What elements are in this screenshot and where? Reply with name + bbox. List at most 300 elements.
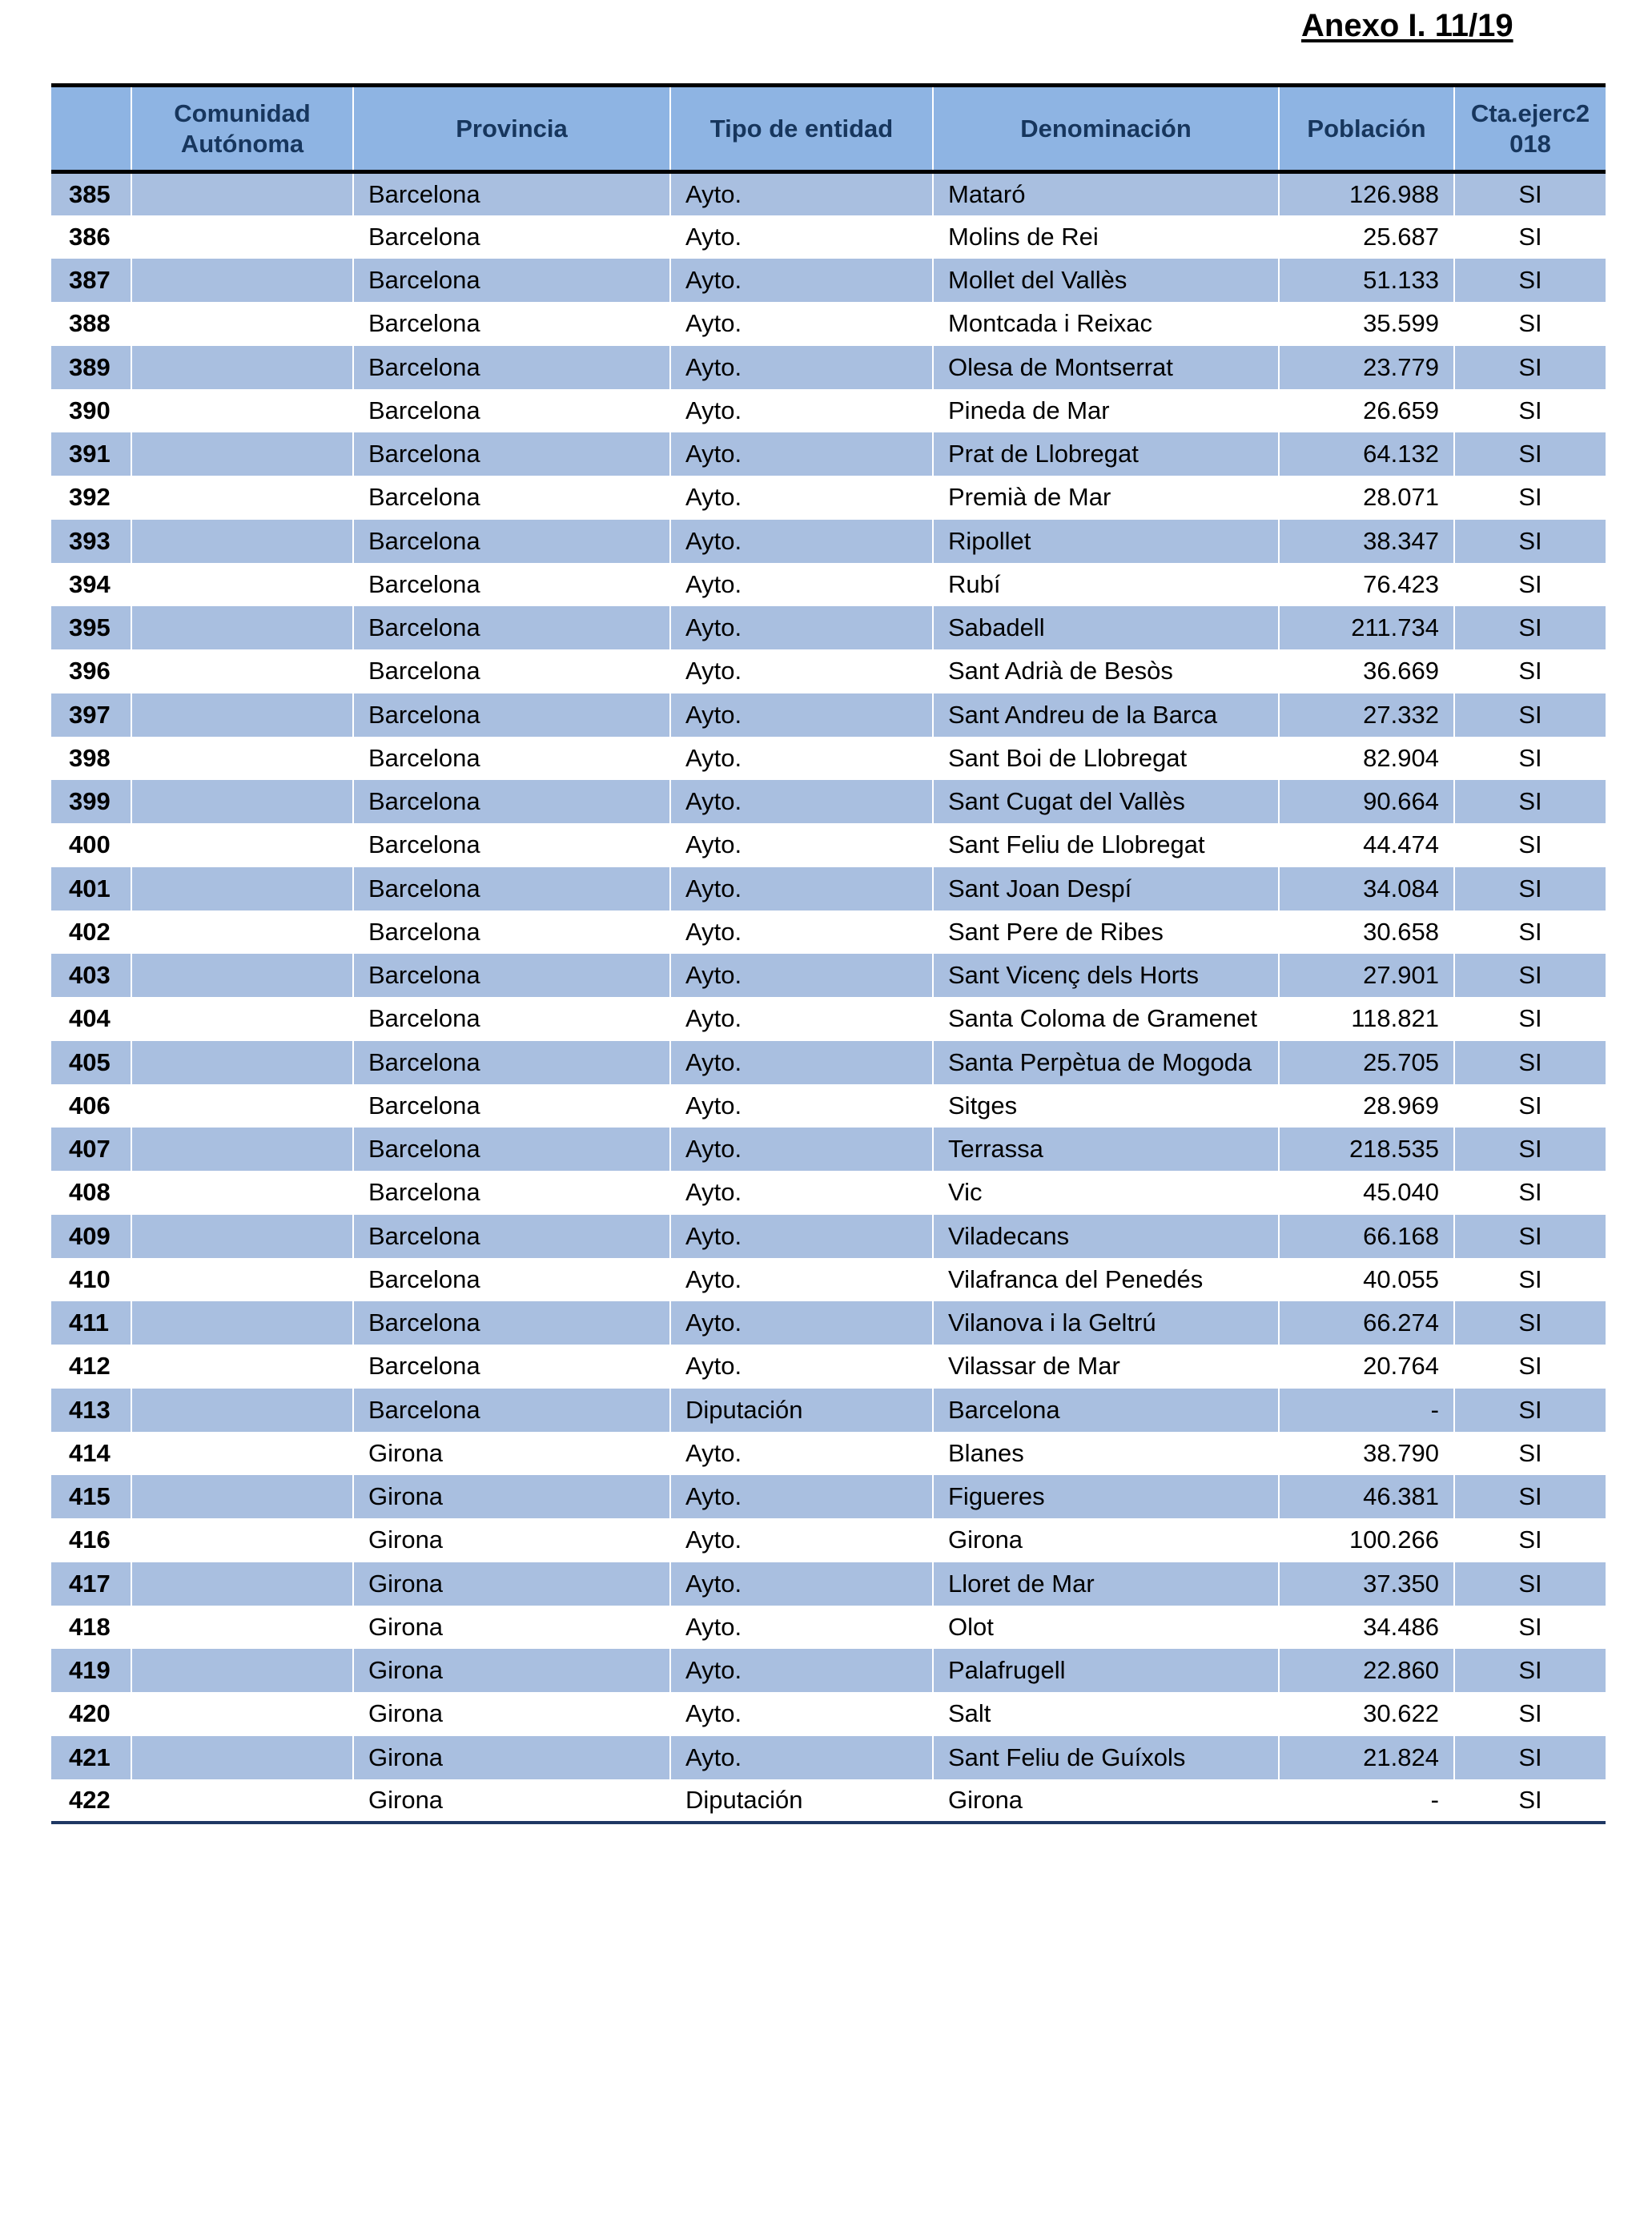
col-header-num — [51, 86, 131, 172]
table-row — [51, 1128, 1606, 1171]
table-row — [51, 172, 1606, 215]
cell-poblacion: - — [1279, 1389, 1454, 1432]
table-row — [51, 389, 1606, 432]
cell-provincia: Barcelona — [353, 215, 670, 259]
cell-comunidad — [131, 1562, 353, 1606]
cell-denominacion: Sant Boi de Llobregat — [933, 737, 1279, 780]
cell-cta-ejercicio: SI — [1454, 1649, 1606, 1692]
cell-poblacion: 21.824 — [1279, 1736, 1454, 1779]
cell-cta-ejercicio: SI — [1454, 1084, 1606, 1128]
cell-denominacion: Olot — [933, 1606, 1279, 1649]
row-number: 393 — [69, 526, 111, 555]
cell-poblacion: 23.779 — [1279, 346, 1454, 389]
cell-provincia: Barcelona — [353, 780, 670, 823]
cell-comunidad — [131, 476, 353, 519]
cell-comunidad — [131, 1606, 353, 1649]
table-row — [51, 649, 1606, 693]
table-row — [51, 867, 1606, 911]
cell-tipo-entidad: Ayto. — [670, 432, 933, 476]
cell-poblacion: 38.347 — [1279, 520, 1454, 563]
cell-cta-ejercicio: SI — [1454, 867, 1606, 911]
cell-tipo-entidad: Ayto. — [670, 649, 933, 693]
cell-comunidad — [131, 649, 353, 693]
cell-provincia: Barcelona — [353, 1128, 670, 1171]
cell-cta-ejercicio: SI — [1454, 172, 1606, 215]
cell-cta-ejercicio: SI — [1454, 1692, 1606, 1735]
cell-denominacion: Santa Perpètua de Mogoda — [933, 1041, 1279, 1084]
cell-provincia: Girona — [353, 1562, 670, 1606]
cell-poblacion: 25.705 — [1279, 1041, 1454, 1084]
cell-poblacion: 45.040 — [1279, 1171, 1454, 1214]
table-row — [51, 997, 1606, 1040]
table-row — [51, 1649, 1606, 1692]
cell-provincia: Barcelona — [353, 737, 670, 780]
table-row — [51, 1736, 1606, 1779]
cell-comunidad — [131, 867, 353, 911]
row-number: 421 — [69, 1743, 111, 1771]
cell-provincia: Barcelona — [353, 563, 670, 606]
cell-denominacion: Girona — [933, 1518, 1279, 1562]
cell-tipo-entidad: Ayto. — [670, 520, 933, 563]
table-row — [51, 215, 1606, 259]
cell-cta-ejercicio: SI — [1454, 737, 1606, 780]
row-number: 422 — [51, 1779, 131, 1823]
cell-denominacion: Vic — [933, 1171, 1279, 1214]
row-number: 404 — [69, 1004, 111, 1033]
cell-tipo-entidad: Ayto. — [670, 389, 933, 432]
cell-poblacion: 27.901 — [1279, 954, 1454, 997]
cell-denominacion: Blanes — [933, 1432, 1279, 1475]
cell-denominacion: Sant Cugat del Vallès — [933, 780, 1279, 823]
table-body — [51, 172, 1606, 1823]
cell-denominacion: Palafrugell — [933, 1649, 1279, 1692]
row-number: 395 — [69, 613, 111, 642]
table-row — [51, 1606, 1606, 1649]
cell-denominacion: Sant Vicenç dels Horts — [933, 954, 1279, 997]
cell-tipo-entidad: Ayto. — [670, 1475, 933, 1518]
cell-tipo-entidad: Ayto. — [670, 997, 933, 1040]
header-row — [51, 86, 1606, 172]
col-header-denominacion: Denominación — [933, 86, 1279, 172]
cell-tipo-entidad: Ayto. — [670, 911, 933, 954]
cell-provincia: Barcelona — [353, 172, 670, 215]
cell-provincia: Girona — [353, 1779, 670, 1823]
cell-cta-ejercicio: SI — [1454, 346, 1606, 389]
cell-comunidad — [131, 823, 353, 866]
cell-comunidad — [131, 1518, 353, 1562]
row-number: 401 — [69, 874, 111, 902]
cell-tipo-entidad: Ayto. — [670, 606, 933, 649]
cell-poblacion: 25.687 — [1279, 215, 1454, 259]
cell-poblacion: 126.988 — [1279, 172, 1454, 215]
row-number: 397 — [69, 700, 111, 729]
cell-tipo-entidad: Ayto. — [670, 259, 933, 302]
row-number: 386 — [69, 222, 111, 251]
cell-comunidad — [131, 606, 353, 649]
cell-comunidad — [131, 737, 353, 780]
cell-cta-ejercicio: SI — [1454, 1041, 1606, 1084]
cell-provincia: Barcelona — [353, 649, 670, 693]
cell-poblacion: 40.055 — [1279, 1258, 1454, 1301]
cell-cta-ejercicio: SI — [1454, 780, 1606, 823]
cell-cta-ejercicio: SI — [1454, 1518, 1606, 1562]
table-row — [51, 1432, 1606, 1475]
cell-comunidad — [131, 432, 353, 476]
cell-tipo-entidad: Ayto. — [670, 563, 933, 606]
cell-comunidad — [131, 259, 353, 302]
cell-comunidad — [131, 215, 353, 259]
row-number: 412 — [69, 1352, 111, 1381]
row-number: 390 — [69, 396, 111, 424]
cell-denominacion: Lloret de Mar — [933, 1562, 1279, 1606]
cell-cta-ejercicio: SI — [1454, 432, 1606, 476]
col-header-cta: Cta.ejerc2 018 — [1454, 86, 1606, 172]
cell-denominacion: Sant Joan Despí — [933, 867, 1279, 911]
cell-provincia: Girona — [353, 1692, 670, 1735]
col-header-poblacion: Población — [1279, 86, 1454, 172]
table-row — [51, 1518, 1606, 1562]
cell-provincia: Barcelona — [353, 823, 670, 866]
cell-cta-ejercicio: SI — [1454, 1562, 1606, 1606]
row-number: 417 — [69, 1569, 111, 1598]
cell-poblacion: 51.133 — [1279, 259, 1454, 302]
cell-denominacion: Terrassa — [933, 1128, 1279, 1171]
cell-tipo-entidad: Ayto. — [670, 1171, 933, 1214]
table-row — [51, 1779, 1606, 1823]
cell-cta-ejercicio: SI — [1454, 1258, 1606, 1301]
row-number: 387 — [69, 266, 111, 295]
cell-denominacion: Barcelona — [933, 1389, 1279, 1432]
entities-table — [51, 83, 1606, 1824]
cell-cta-ejercicio: SI — [1454, 215, 1606, 259]
cell-tipo-entidad: Ayto. — [670, 1692, 933, 1735]
cell-tipo-entidad: Ayto. — [670, 1649, 933, 1692]
col-header-provincia: Provincia — [353, 86, 670, 172]
row-number: 413 — [69, 1395, 111, 1424]
cell-cta-ejercicio: SI — [1454, 1128, 1606, 1171]
cell-denominacion: Santa Coloma de Gramenet — [933, 997, 1279, 1040]
cell-tipo-entidad: Ayto. — [670, 1606, 933, 1649]
row-number: 394 — [69, 569, 111, 598]
cell-cta-ejercicio: SI — [1454, 1432, 1606, 1475]
cell-poblacion: 28.969 — [1279, 1084, 1454, 1128]
table-row — [51, 1215, 1606, 1258]
cell-poblacion: - — [1279, 1779, 1454, 1823]
cell-comunidad — [131, 1128, 353, 1171]
cell-comunidad — [131, 172, 353, 215]
table-row — [51, 1258, 1606, 1301]
cell-cta-ejercicio: SI — [1454, 259, 1606, 302]
cell-comunidad — [131, 997, 353, 1040]
cell-tipo-entidad: Ayto. — [670, 1518, 933, 1562]
cell-denominacion: Molins de Rei — [933, 215, 1279, 259]
cell-provincia: Barcelona — [353, 1084, 670, 1128]
cell-denominacion: Mollet del Vallès — [933, 259, 1279, 302]
cell-comunidad — [131, 1736, 353, 1779]
cell-tipo-entidad: Ayto. — [670, 737, 933, 780]
cell-tipo-entidad: Ayto. — [670, 1084, 933, 1128]
table-row — [51, 954, 1606, 997]
cell-comunidad — [131, 1475, 353, 1518]
cell-denominacion: Vilassar de Mar — [933, 1345, 1279, 1388]
cell-cta-ejercicio: SI — [1454, 823, 1606, 866]
cell-provincia: Barcelona — [353, 693, 670, 737]
cell-poblacion: 82.904 — [1279, 737, 1454, 780]
cell-comunidad — [131, 520, 353, 563]
cell-tipo-entidad: Ayto. — [670, 476, 933, 519]
annex-page-label: Anexo I. 11/19 — [1301, 8, 1513, 43]
cell-comunidad — [131, 302, 353, 345]
cell-poblacion: 66.274 — [1279, 1301, 1454, 1345]
row-number: 419 — [69, 1656, 111, 1685]
cell-cta-ejercicio: SI — [1454, 520, 1606, 563]
cell-denominacion: Olesa de Montserrat — [933, 346, 1279, 389]
cell-poblacion: 76.423 — [1279, 563, 1454, 606]
cell-comunidad — [131, 693, 353, 737]
cell-denominacion: Sabadell — [933, 606, 1279, 649]
table-row — [51, 1301, 1606, 1345]
table-row — [51, 1389, 1606, 1432]
cell-provincia: Barcelona — [353, 389, 670, 432]
cell-tipo-entidad: Diputación — [670, 1779, 933, 1823]
cell-comunidad — [131, 1258, 353, 1301]
cell-provincia: Barcelona — [353, 911, 670, 954]
cell-denominacion: Prat de Llobregat — [933, 432, 1279, 476]
table-row — [51, 693, 1606, 737]
cell-poblacion: 26.659 — [1279, 389, 1454, 432]
table-row — [51, 606, 1606, 649]
cell-poblacion: 218.535 — [1279, 1128, 1454, 1171]
cell-provincia: Barcelona — [353, 1258, 670, 1301]
table-row — [51, 737, 1606, 780]
row-number: 392 — [69, 483, 111, 512]
cell-comunidad — [131, 346, 353, 389]
cell-comunidad — [131, 1692, 353, 1735]
cell-poblacion: 30.622 — [1279, 1692, 1454, 1735]
cell-cta-ejercicio: SI — [1454, 606, 1606, 649]
cell-poblacion: 211.734 — [1279, 606, 1454, 649]
cell-cta-ejercicio: SI — [1454, 1475, 1606, 1518]
cell-denominacion: Viladecans — [933, 1215, 1279, 1258]
col-header-tipo: Tipo de entidad — [670, 86, 933, 172]
cell-provincia: Girona — [353, 1432, 670, 1475]
cell-comunidad — [131, 1649, 353, 1692]
row-number: 402 — [69, 917, 111, 946]
cell-poblacion: 38.790 — [1279, 1432, 1454, 1475]
cell-tipo-entidad: Ayto. — [670, 780, 933, 823]
table-row — [51, 432, 1606, 476]
cell-tipo-entidad: Ayto. — [670, 954, 933, 997]
cell-poblacion: 36.669 — [1279, 649, 1454, 693]
table-row — [51, 302, 1606, 345]
cell-poblacion: 64.132 — [1279, 432, 1454, 476]
table-row — [51, 563, 1606, 606]
cell-denominacion: Sant Feliu de Guíxols — [933, 1736, 1279, 1779]
cell-comunidad — [131, 911, 353, 954]
cell-poblacion: 100.266 — [1279, 1518, 1454, 1562]
cell-denominacion: Ripollet — [933, 520, 1279, 563]
cell-provincia: Barcelona — [353, 1215, 670, 1258]
cell-poblacion: 34.084 — [1279, 867, 1454, 911]
cell-cta-ejercicio: SI — [1454, 1736, 1606, 1779]
cell-comunidad — [131, 1084, 353, 1128]
cell-comunidad — [131, 1389, 353, 1432]
cell-tipo-entidad: Ayto. — [670, 1562, 933, 1606]
cell-comunidad — [131, 1432, 353, 1475]
cell-cta-ejercicio: SI — [1454, 954, 1606, 997]
cell-comunidad — [131, 563, 353, 606]
cell-denominacion: Premià de Mar — [933, 476, 1279, 519]
row-number: 388 — [69, 309, 111, 338]
cell-cta-ejercicio: SI — [1454, 1171, 1606, 1214]
cell-poblacion: 22.860 — [1279, 1649, 1454, 1692]
table-row — [51, 476, 1606, 519]
row-number: 406 — [69, 1091, 111, 1120]
cell-cta-ejercicio: SI — [1454, 1301, 1606, 1345]
cell-cta-ejercicio: SI — [1454, 563, 1606, 606]
cell-comunidad — [131, 1215, 353, 1258]
cell-poblacion: 27.332 — [1279, 693, 1454, 737]
cell-denominacion: Salt — [933, 1692, 1279, 1735]
cell-cta-ejercicio: SI — [1454, 1345, 1606, 1388]
table-row — [51, 1345, 1606, 1388]
row-number: 418 — [69, 1612, 111, 1641]
cell-provincia: Barcelona — [353, 432, 670, 476]
cell-cta-ejercicio: SI — [1454, 302, 1606, 345]
cell-tipo-entidad: Ayto. — [670, 1736, 933, 1779]
cell-tipo-entidad: Ayto. — [670, 1345, 933, 1388]
cell-denominacion: Sant Adrià de Besòs — [933, 649, 1279, 693]
cell-tipo-entidad: Ayto. — [670, 1041, 933, 1084]
cell-provincia: Barcelona — [353, 606, 670, 649]
cell-provincia: Girona — [353, 1606, 670, 1649]
cell-denominacion: Vilafranca del Penedés — [933, 1258, 1279, 1301]
cell-provincia: Barcelona — [353, 1345, 670, 1388]
row-number: 405 — [69, 1047, 111, 1076]
cell-denominacion: Mataró — [933, 172, 1279, 215]
cell-poblacion: 20.764 — [1279, 1345, 1454, 1388]
cell-cta-ejercicio: SI — [1454, 649, 1606, 693]
cell-denominacion: Sitges — [933, 1084, 1279, 1128]
cell-provincia: Girona — [353, 1736, 670, 1779]
cell-denominacion: Girona — [933, 1779, 1279, 1823]
cell-tipo-entidad: Ayto. — [670, 1301, 933, 1345]
row-number: 391 — [69, 440, 111, 468]
cell-provincia: Barcelona — [353, 997, 670, 1040]
cell-poblacion: 34.486 — [1279, 1606, 1454, 1649]
table-row — [51, 1562, 1606, 1606]
cell-provincia: Girona — [353, 1518, 670, 1562]
cell-comunidad — [131, 389, 353, 432]
row-number: 389 — [69, 352, 111, 381]
row-number: 398 — [69, 743, 111, 772]
cell-tipo-entidad: Ayto. — [670, 1128, 933, 1171]
cell-comunidad — [131, 1345, 353, 1388]
cell-cta-ejercicio: SI — [1454, 1779, 1606, 1823]
cell-comunidad — [131, 1171, 353, 1214]
cell-denominacion: Vilanova i la Geltrú — [933, 1301, 1279, 1345]
table-row — [51, 1041, 1606, 1084]
row-number: 410 — [69, 1264, 111, 1293]
cell-provincia: Barcelona — [353, 1389, 670, 1432]
row-number: 411 — [69, 1308, 110, 1337]
table-row — [51, 1692, 1606, 1735]
row-number: 407 — [69, 1135, 111, 1164]
cell-tipo-entidad: Ayto. — [670, 867, 933, 911]
cell-provincia: Barcelona — [353, 520, 670, 563]
cell-poblacion: 35.599 — [1279, 302, 1454, 345]
cell-poblacion: 44.474 — [1279, 823, 1454, 866]
cell-tipo-entidad: Ayto. — [670, 172, 933, 215]
cell-comunidad — [131, 780, 353, 823]
cell-cta-ejercicio: SI — [1454, 1389, 1606, 1432]
row-number: 409 — [69, 1221, 111, 1250]
cell-cta-ejercicio: SI — [1454, 693, 1606, 737]
cell-provincia: Barcelona — [353, 346, 670, 389]
table-row — [51, 823, 1606, 866]
table-row — [51, 1475, 1606, 1518]
row-number: 396 — [69, 657, 111, 685]
cell-poblacion: 37.350 — [1279, 1562, 1454, 1606]
cell-tipo-entidad: Diputación — [670, 1389, 933, 1432]
cell-poblacion: 66.168 — [1279, 1215, 1454, 1258]
cell-denominacion: Sant Pere de Ribes — [933, 911, 1279, 954]
cell-provincia: Girona — [353, 1475, 670, 1518]
cell-denominacion: Figueres — [933, 1475, 1279, 1518]
cell-cta-ejercicio: SI — [1454, 1215, 1606, 1258]
cell-cta-ejercicio: SI — [1454, 476, 1606, 519]
cell-provincia: Barcelona — [353, 1301, 670, 1345]
row-number: 385 — [69, 179, 111, 208]
cell-tipo-entidad: Ayto. — [670, 823, 933, 866]
row-number: 420 — [69, 1699, 111, 1728]
table-row — [51, 911, 1606, 954]
cell-provincia: Barcelona — [353, 259, 670, 302]
cell-tipo-entidad: Ayto. — [670, 693, 933, 737]
cell-tipo-entidad: Ayto. — [670, 1215, 933, 1258]
table-row — [51, 1171, 1606, 1214]
cell-provincia: Barcelona — [353, 476, 670, 519]
cell-poblacion: 90.664 — [1279, 780, 1454, 823]
cell-provincia: Barcelona — [353, 954, 670, 997]
table-row — [51, 1084, 1606, 1128]
cell-cta-ejercicio: SI — [1454, 911, 1606, 954]
cell-denominacion: Rubí — [933, 563, 1279, 606]
cell-cta-ejercicio: SI — [1454, 1606, 1606, 1649]
cell-provincia: Girona — [353, 1649, 670, 1692]
row-number: 414 — [69, 1438, 111, 1467]
cell-cta-ejercicio: SI — [1454, 389, 1606, 432]
table-row — [51, 346, 1606, 389]
cell-poblacion: 46.381 — [1279, 1475, 1454, 1518]
cell-provincia: Barcelona — [353, 1041, 670, 1084]
cell-provincia: Barcelona — [353, 867, 670, 911]
cell-provincia: Barcelona — [353, 302, 670, 345]
table-row — [51, 520, 1606, 563]
cell-comunidad — [131, 1041, 353, 1084]
cell-tipo-entidad: Ayto. — [670, 215, 933, 259]
cell-provincia: Barcelona — [353, 1171, 670, 1214]
cell-comunidad — [131, 1301, 353, 1345]
cell-tipo-entidad: Ayto. — [670, 346, 933, 389]
row-number: 400 — [69, 830, 111, 859]
cell-poblacion: 118.821 — [1279, 997, 1454, 1040]
cell-denominacion: Sant Andreu de la Barca — [933, 693, 1279, 737]
cell-tipo-entidad: Ayto. — [670, 1432, 933, 1475]
cell-comunidad — [131, 954, 353, 997]
row-number: 415 — [69, 1482, 111, 1511]
cell-tipo-entidad: Ayto. — [670, 302, 933, 345]
